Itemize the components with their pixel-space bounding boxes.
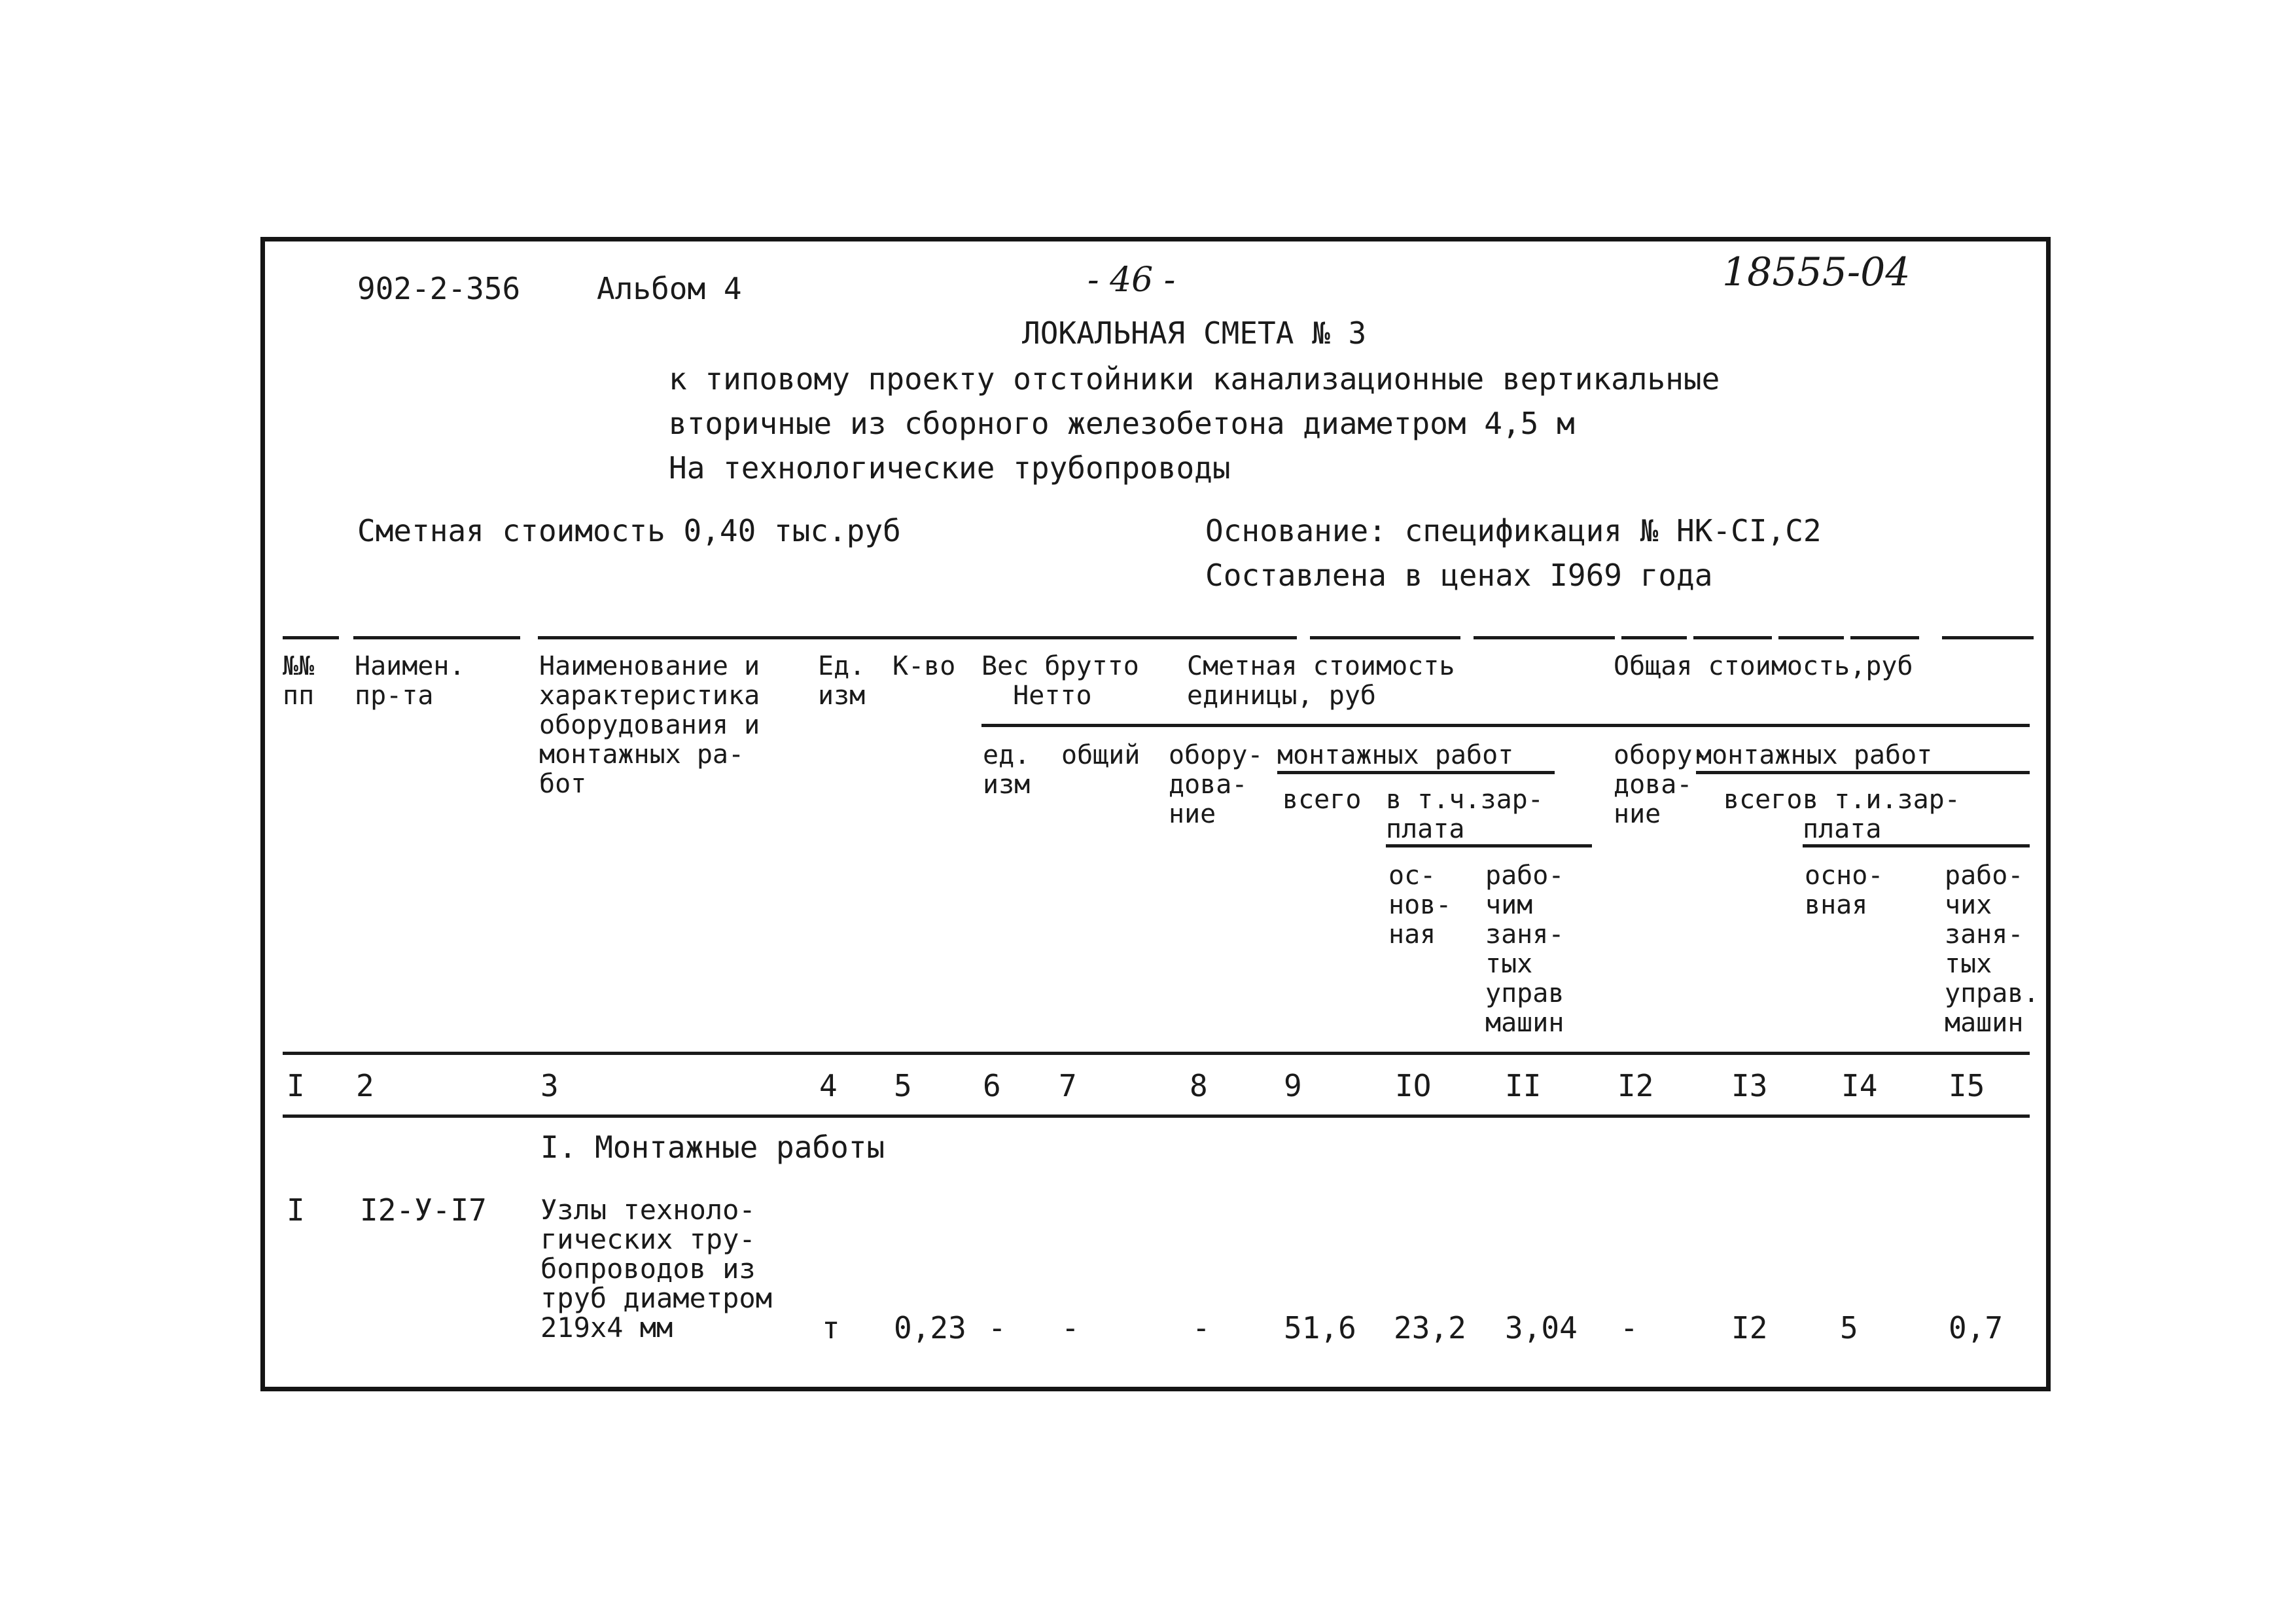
header-total-wage: в т.и.зар- плата — [1803, 785, 1960, 844]
row-qty: 0,23 — [894, 1310, 966, 1346]
column-number: 4 — [819, 1068, 838, 1103]
header-total-wage-machine: рабо- чих заня- тых управ. машин — [1945, 861, 2040, 1038]
column-number: I4 — [1841, 1068, 1878, 1103]
subtitle-line-1: к типовому проекту отстойники канализационные вертикальные — [669, 361, 1720, 397]
row-total-wage-basic: 5 — [1840, 1310, 1858, 1346]
row-unit: т — [822, 1310, 840, 1346]
row-weight-unit: - — [988, 1310, 1006, 1346]
inventory-number: 18555-04 — [1722, 249, 1911, 295]
header-total-wage-basic: осно- вная — [1805, 861, 1884, 920]
row-code: I2-У-I7 — [360, 1192, 487, 1228]
header-qty: К-во — [892, 651, 956, 681]
header-name: Наименование и характеристика оборудования и монтажных ра- бот — [539, 651, 760, 799]
column-number: I3 — [1731, 1068, 1768, 1103]
row-unit-wage-basic: 23,2 — [1394, 1310, 1466, 1346]
header-weight: Вес брутто Нетто — [981, 651, 1139, 711]
row-total-install-total: I2 — [1731, 1310, 1768, 1346]
header-weight-total: общий — [1061, 740, 1140, 770]
header-unit-cost: Сметная стоимость единицы, руб — [1187, 651, 1455, 711]
row-name: Узлы техноло- гических тру- бопроводов из труб диаметром 219х4 мм — [540, 1194, 773, 1344]
page-number: - 46 - — [1087, 260, 1176, 300]
column-number: 9 — [1284, 1068, 1302, 1103]
column-number: 8 — [1190, 1068, 1208, 1103]
header-unit-wage-machine: рабо- чим заня- тых управ машин — [1485, 861, 1564, 1038]
row-unit-wage-machine: 3,04 — [1505, 1310, 1578, 1346]
header-total-equipment: обору- дова- ние — [1614, 740, 1708, 829]
section-title: I. Монтажные работы — [540, 1130, 885, 1165]
subtitle-line-2: вторичные из сборного железобетона диаметром 4,5 м — [669, 406, 1575, 441]
column-number: 2 — [356, 1068, 374, 1103]
album-label: Альбом 4 — [597, 271, 742, 306]
row-num: I — [287, 1192, 305, 1228]
column-number: 3 — [540, 1068, 559, 1103]
header-unit-wage: в т.ч.зар- плата — [1386, 785, 1544, 844]
row-total-equipment: - — [1620, 1310, 1638, 1346]
column-number: IO — [1395, 1068, 1432, 1103]
row-weight-total: - — [1061, 1310, 1080, 1346]
column-number: 6 — [983, 1068, 1001, 1103]
header-total-cost: Общая стоимость,руб — [1614, 651, 1913, 681]
row-unit-equipment: - — [1192, 1310, 1210, 1346]
header-unit-install: монтажных работ — [1277, 740, 1514, 770]
project-code: 902-2-356 — [357, 271, 521, 306]
header-num: №№ пп — [283, 651, 315, 711]
column-number: II — [1505, 1068, 1542, 1103]
header-unit-equipment: обору- дова- ние — [1169, 740, 1263, 829]
column-number: 5 — [894, 1068, 912, 1103]
header-unit: Ед. изм — [818, 651, 866, 711]
column-number: 7 — [1059, 1068, 1077, 1103]
column-number: I — [287, 1068, 305, 1103]
row-total-wage-machine: 0,7 — [1949, 1310, 2004, 1346]
header-unit-install-total: всего — [1282, 785, 1362, 815]
header-unit-wage-basic: ос- нов- ная — [1388, 861, 1452, 950]
header-total-install-total: всего — [1723, 785, 1803, 815]
header-total-install: монтажных работ — [1696, 740, 1933, 770]
column-number: I2 — [1617, 1068, 1654, 1103]
price-year: Составлена в ценах I969 года — [1205, 558, 1713, 593]
document-title: ЛОКАЛЬНАЯ СМЕТА № 3 — [1022, 315, 1367, 351]
subtitle-line-3: На технологические трубопроводы — [669, 450, 1231, 486]
estimated-cost: Сметная стоимость 0,40 тыс.руб — [357, 513, 901, 548]
row-unit-install-total: 51,6 — [1284, 1310, 1356, 1346]
column-number: I5 — [1949, 1068, 1985, 1103]
header-code: Наимен. пр-та — [355, 651, 465, 711]
basis: Основание: спецификация № НК-СI,С2 — [1205, 513, 1822, 548]
header-weight-unit: ед. изм — [983, 740, 1031, 800]
